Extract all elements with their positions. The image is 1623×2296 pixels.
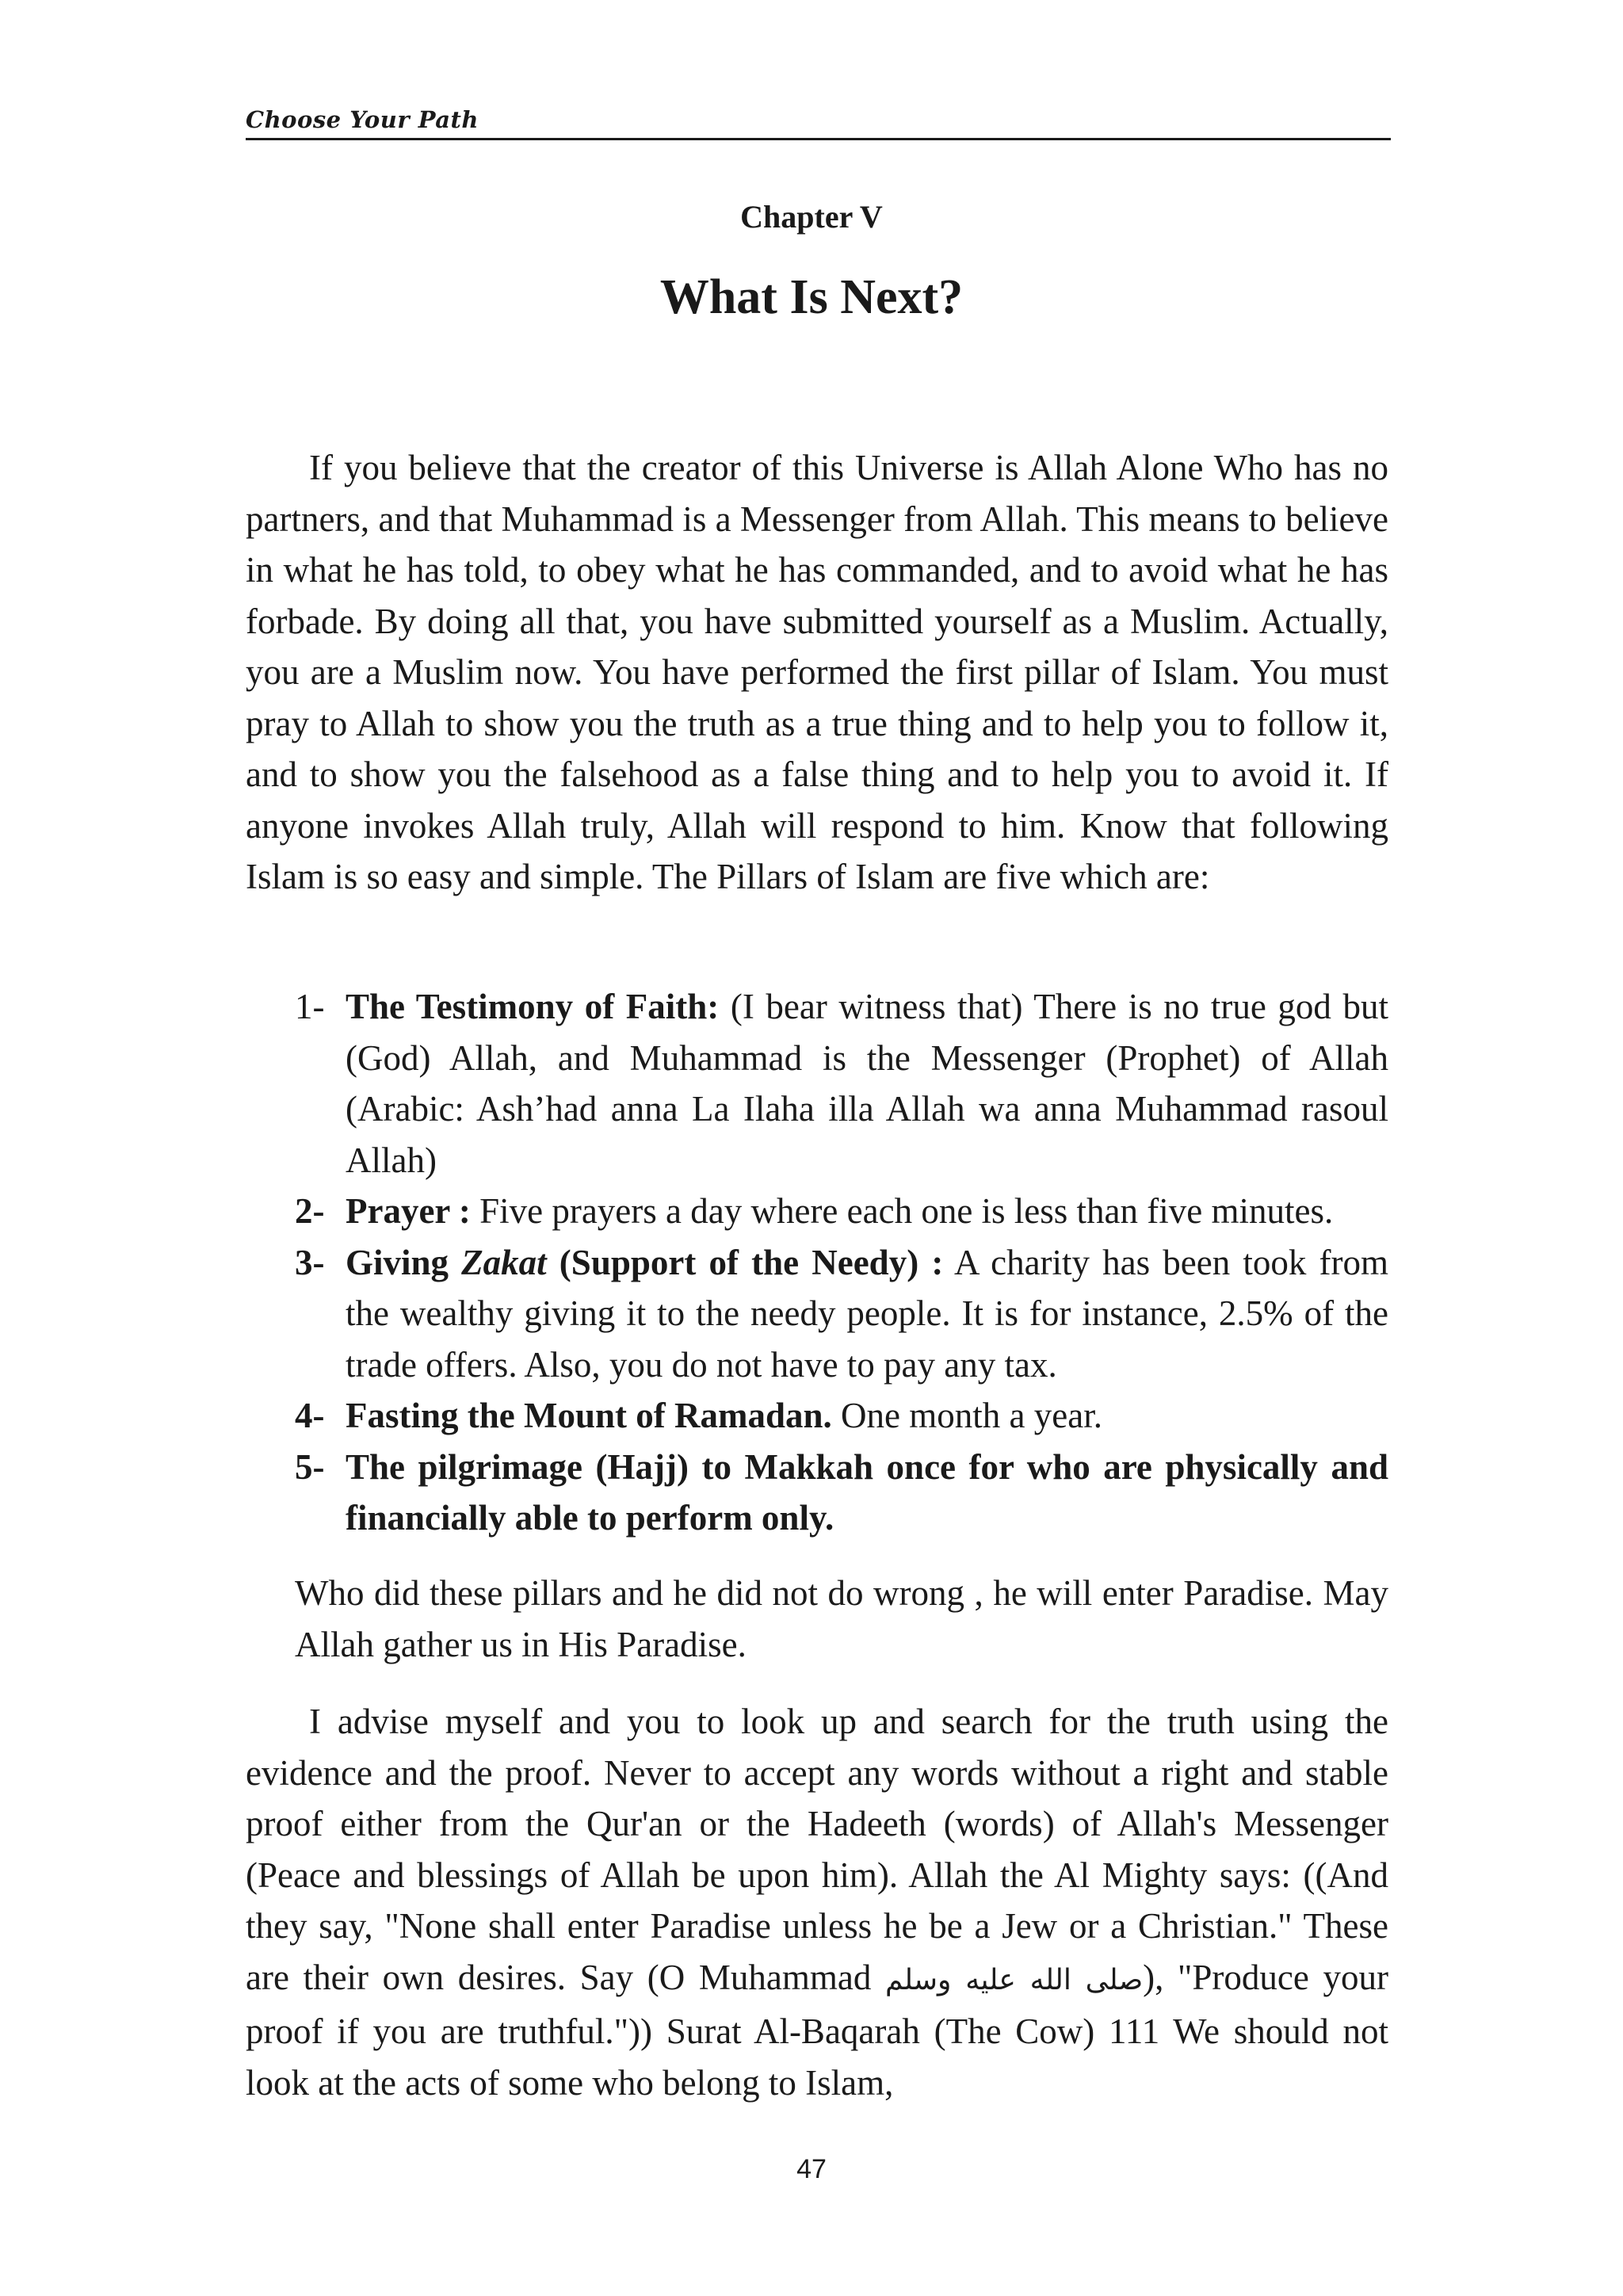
pillar-lead: The Testimony of Faith: bbox=[346, 987, 720, 1026]
pillar-item bbox=[295, 1442, 1388, 1544]
pillars-list bbox=[295, 981, 1388, 1544]
chapter-title: What Is Next? bbox=[659, 270, 964, 324]
advice-text-part1: I advise myself and you to look up and search for the truth using the evidence and the proof. Never to accept any words without a right and stable proof either from the Qur'an or the Hadeeth (words) of Allah's Messenger (Peace and blessings of Allah be upon him). Allah the Al Mighty says: ((And they say, "None shall enter Paradise unless he be a Jew or a Christian." These are their own desires. Say (O Muhammad bbox=[246, 1702, 1388, 1997]
pillar-number: 4- bbox=[295, 1396, 325, 1435]
pillar-number: 3- bbox=[295, 1242, 325, 1282]
running-title: Choose Your Path bbox=[246, 106, 479, 133]
pillar-number: 5- bbox=[295, 1446, 325, 1487]
pillar-lead: Fasting the Mount of Ramadan. bbox=[346, 1396, 832, 1435]
running-header bbox=[246, 94, 1391, 140]
page-number: 47 bbox=[796, 2154, 827, 2184]
pillar-lead: The pilgrimage (Hajj) to Makkah once for who are physically and financially able to perform only. bbox=[346, 1446, 1388, 1538]
salutation-arabic: صلى الله عليه وسلم bbox=[885, 1963, 1144, 1996]
intro-paragraph: If you believe that the creator of this Universe is Allah Alone Who has no partners, and that Muhammad is a Messenger from Allah. This means to believe in what he has told, to obey what he has commanded, and to avoid what he has forbade. By doing all that, you have submitted yourself as a Muslim. Actually, you are a Muslim now. You have performed the first pillar of Islam. You must pray to Allah to show you the truth as a true thing and to help you to follow it, and to show you the falsehood as a false thing and to help you to avoid it. If anyone invokes Allah truly, Allah will respond to him. Know that following Islam is so easy and simple. The Pillars of Islam are five which are: bbox=[246, 448, 1388, 896]
after-list-paragraph: Who did these pillars and he did not do wrong , he will enter Paradise. May Allah gather us in His Paradise. bbox=[295, 1573, 1388, 1664]
pillar-text: (I bear witness that) There is no true god but (God) Allah, and Muhammad is the Messenger (Prophet) of Allah (Arabic: Ash’had anna La Ilaha illa Allah wa anna Muhammad rasoul Allah) bbox=[346, 987, 1389, 1180]
advice-paragraph bbox=[246, 1696, 1388, 2108]
pillar-item bbox=[295, 1186, 1388, 1237]
pillar-lead: Giving bbox=[346, 1242, 462, 1282]
pillar-text: A charity has been took from the wealthy giving it to the needy people. It is for instance, 2.5% of the trade offers. Also, you do not have to pay any tax. bbox=[346, 1242, 1388, 1385]
pillar-number: 2- bbox=[295, 1191, 325, 1231]
advice-text-part2: ), "Produce your proof if you are truthful.")) Surat Al-Baqarah (The Cow) 111 We should not look at the acts of some who belong to Islam, bbox=[246, 1957, 1388, 2103]
pillar-lead: (Support of the Needy) : bbox=[546, 1242, 944, 1282]
pillar-item bbox=[295, 981, 1388, 1186]
pillar-lead: Prayer : bbox=[346, 1191, 471, 1231]
pillar-number: 1- bbox=[295, 987, 325, 1026]
pillar-item bbox=[295, 1237, 1388, 1391]
chapter-label: Chapter V bbox=[740, 199, 883, 235]
pillar-item bbox=[295, 1390, 1388, 1442]
pillar-text: Five prayers a day where each one is less than five minutes. bbox=[470, 1191, 1334, 1231]
pillar-lead-italic: Zakat bbox=[461, 1242, 547, 1282]
pillar-text: One month a year. bbox=[831, 1396, 1102, 1435]
